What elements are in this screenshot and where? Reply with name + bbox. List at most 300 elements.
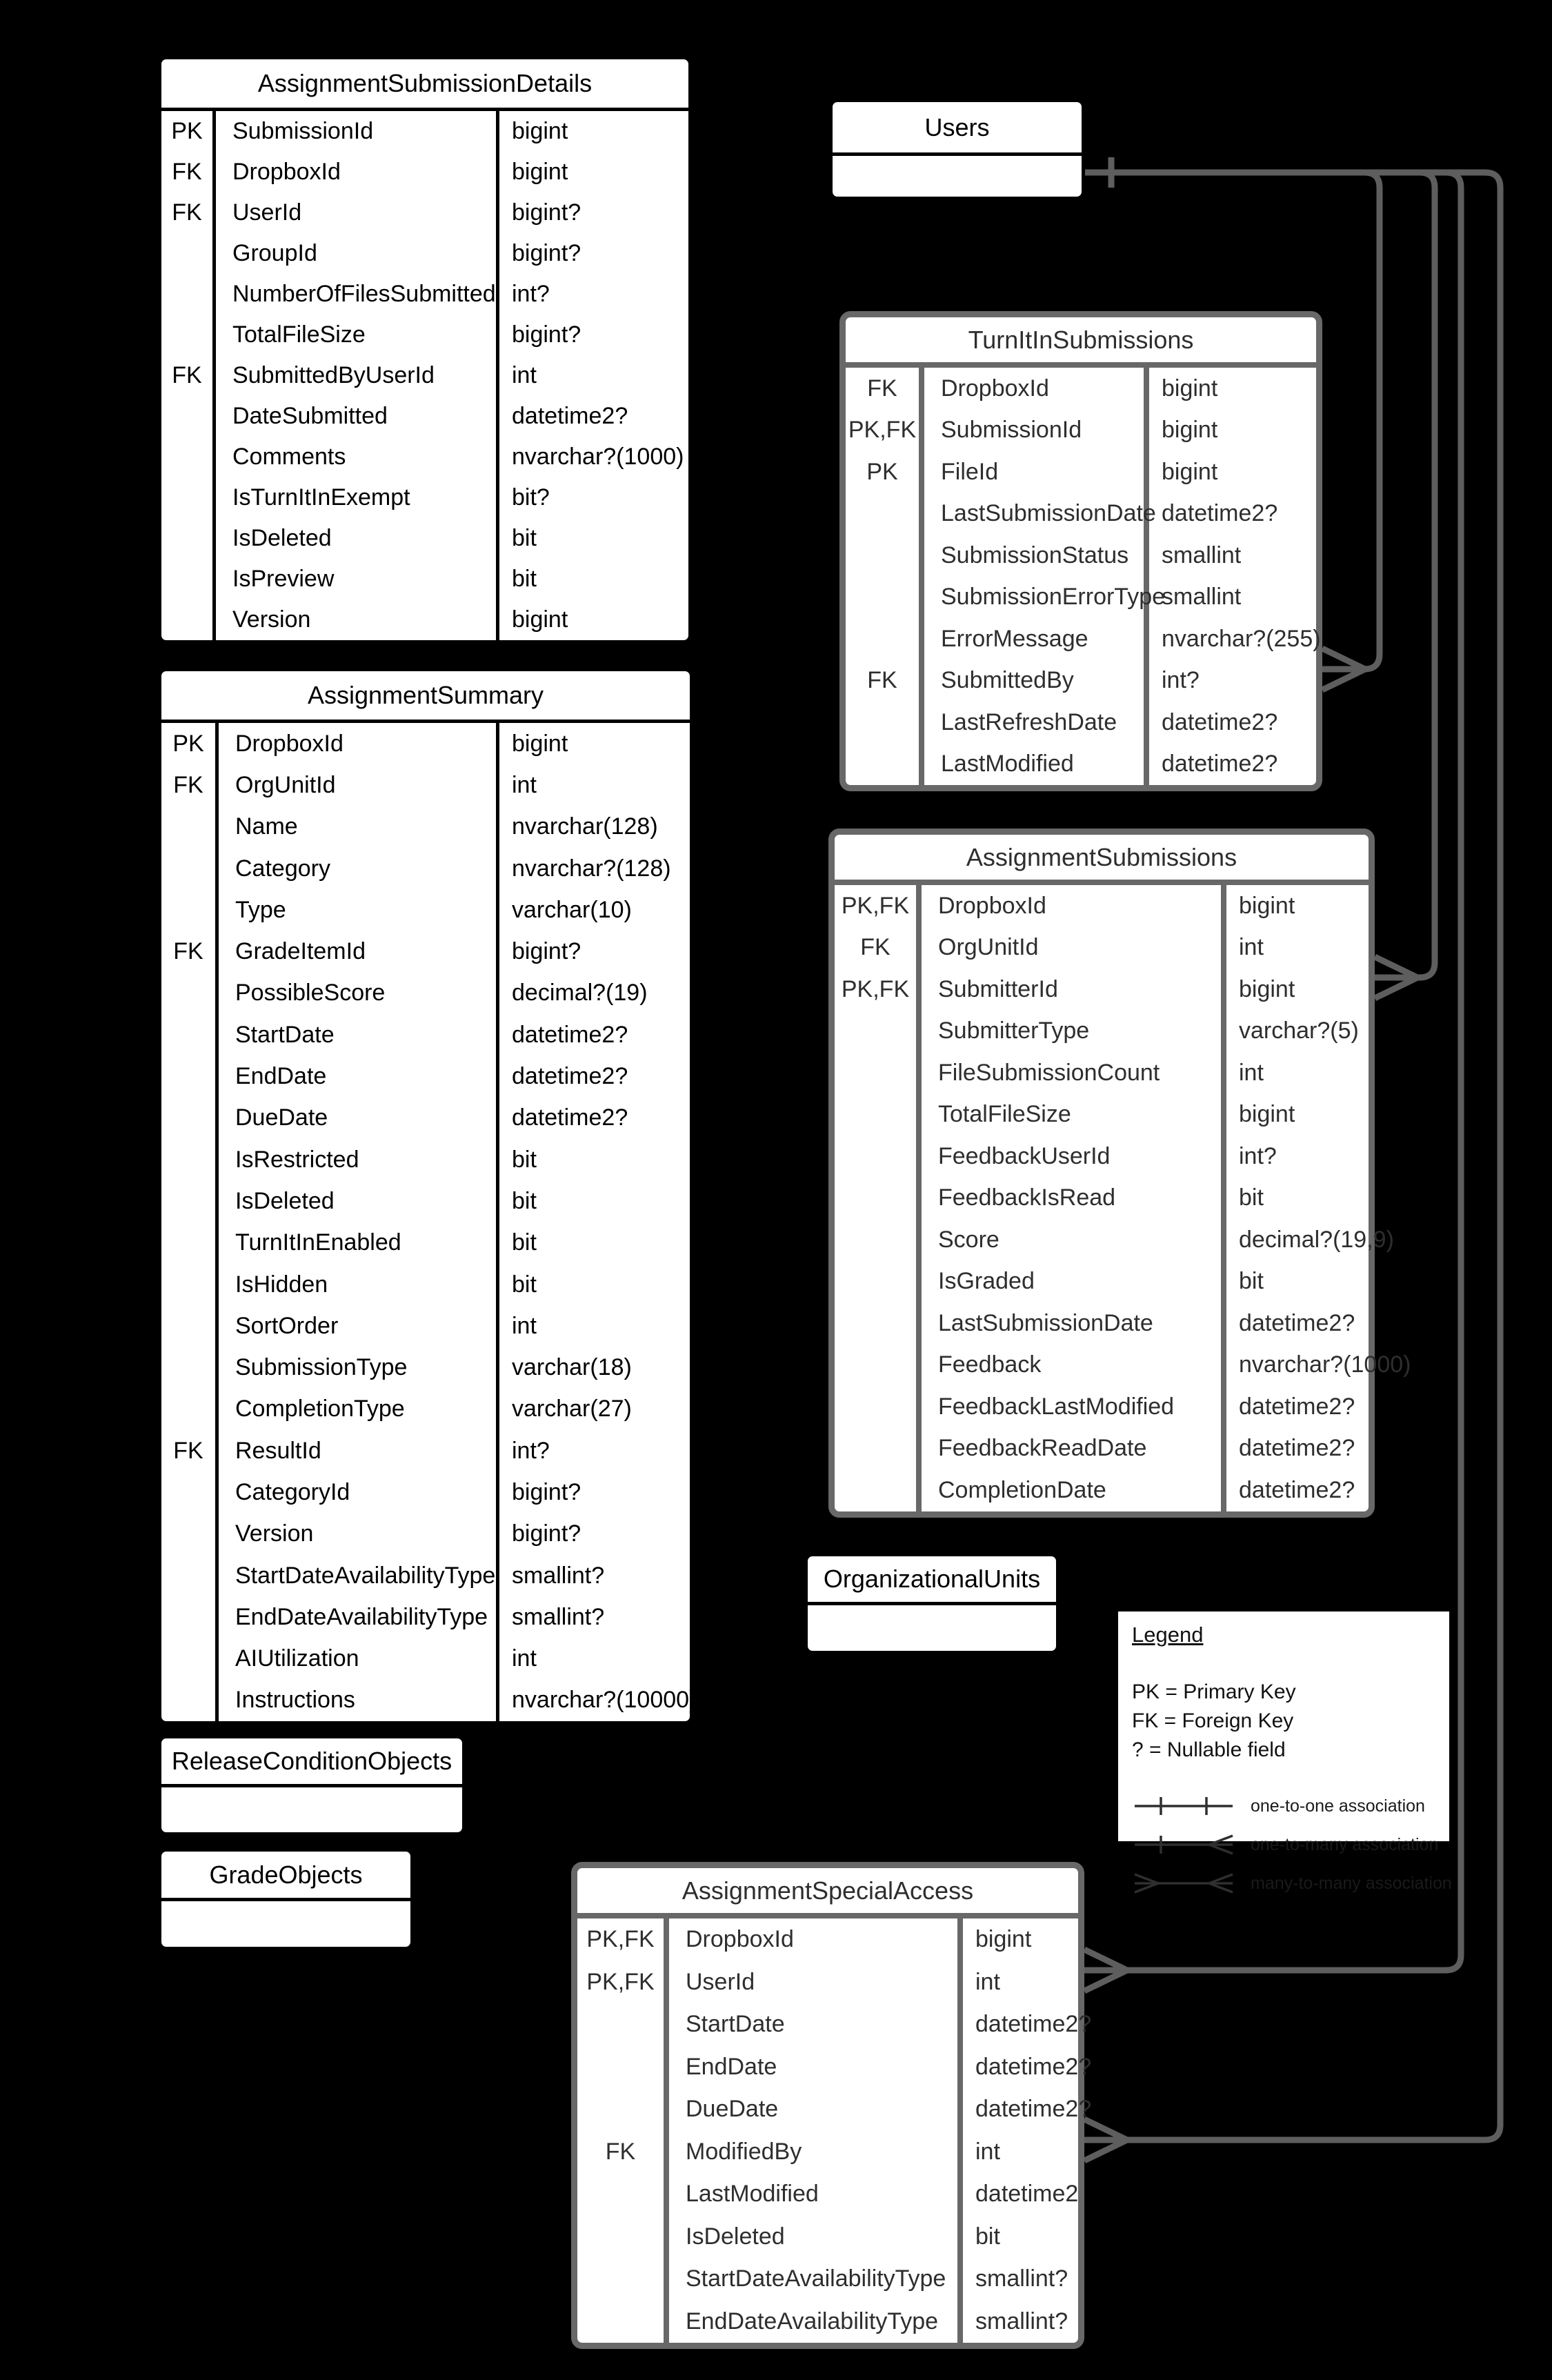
association-label: one-to-many association xyxy=(1251,1834,1439,1854)
field-name: Instructions xyxy=(219,1680,499,1721)
field-key xyxy=(161,1347,219,1388)
field-type: bigint xyxy=(1162,375,1218,401)
field-key xyxy=(161,1264,219,1305)
table-row xyxy=(161,1139,690,1180)
field-name: DueDate xyxy=(669,2088,963,2131)
field-type: bit xyxy=(512,1146,537,1173)
field-name: TotalFileSize xyxy=(216,315,499,355)
table-body xyxy=(161,723,697,1721)
field-type: datetime2? xyxy=(512,1104,628,1131)
table-row xyxy=(161,1471,690,1513)
table-row xyxy=(846,660,1316,702)
field-key xyxy=(835,1052,922,1094)
legend-nullable-line: ? = Nullable field xyxy=(1132,1738,1286,1761)
field-name: ErrorMessage xyxy=(924,618,1149,660)
field-key xyxy=(846,702,924,744)
table-row xyxy=(161,931,690,972)
table-title: TurnItInSubmissions xyxy=(846,317,1316,368)
table-row xyxy=(846,577,1316,619)
field-key xyxy=(835,1011,922,1053)
field-type: int xyxy=(512,362,537,388)
table-title: AssignmentSubmissionDetails xyxy=(161,59,688,111)
field-name: SubmitterId xyxy=(922,969,1226,1011)
field-name: StartDateAvailabilityType xyxy=(669,2258,963,2301)
field-key xyxy=(161,477,216,518)
field-key xyxy=(161,1471,219,1513)
table-row xyxy=(846,410,1316,452)
field-type: bigint xyxy=(1162,458,1218,485)
field-type: bigint? xyxy=(512,321,581,348)
field-name: FileId xyxy=(924,451,1149,493)
field-name: DropboxId xyxy=(922,885,1226,927)
field-type: bigint? xyxy=(512,240,581,266)
table-body xyxy=(161,111,688,640)
field-type: int xyxy=(512,771,537,798)
field-key xyxy=(161,889,219,931)
table-row xyxy=(835,927,1369,969)
one-to-one-symbol xyxy=(1132,1792,1235,1820)
field-key xyxy=(835,1219,922,1261)
field-name: UserId xyxy=(669,1961,963,2004)
field-key: FK xyxy=(161,192,216,233)
table-row xyxy=(846,744,1316,786)
field-name: GroupId xyxy=(216,233,499,274)
field-key xyxy=(577,2046,669,2089)
field-type: bit xyxy=(1239,1184,1264,1211)
field-type: bigint xyxy=(1239,1101,1295,1128)
field-name: IsDeleted xyxy=(669,2216,963,2259)
table-TurnItInSubmissions[interactable] xyxy=(839,311,1322,791)
field-type: varchar(10) xyxy=(512,896,632,923)
table-title: AssignmentSpecialAccess xyxy=(577,1868,1078,1918)
field-type: decimal?(19) xyxy=(512,980,648,1006)
table-row xyxy=(161,396,688,437)
field-key xyxy=(835,1136,922,1178)
table-row xyxy=(161,1305,690,1347)
field-name: IsDeleted xyxy=(216,518,499,559)
table-row xyxy=(577,2003,1092,2046)
legend-one-to-many-row xyxy=(1132,1828,1439,1861)
legend-association-rows xyxy=(1132,1789,1452,1900)
field-key xyxy=(577,2003,669,2046)
field-type: smallint xyxy=(1162,542,1242,568)
table-row xyxy=(161,1430,690,1471)
field-type: bigint xyxy=(512,159,568,185)
table-row xyxy=(835,1052,1369,1094)
legend-pk-line: PK = Primary Key xyxy=(1132,1680,1296,1703)
table-row xyxy=(577,1961,1078,2004)
field-name: GradeItemId xyxy=(219,931,499,972)
field-name: EndDate xyxy=(669,2046,963,2089)
field-key xyxy=(835,1428,922,1470)
field-key xyxy=(161,1139,219,1180)
table-row xyxy=(161,973,690,1014)
field-name: Version xyxy=(219,1514,499,1555)
field-key: PK xyxy=(846,451,924,493)
legend-abbreviations xyxy=(1132,1678,1435,1765)
field-name: LastModified xyxy=(924,744,1149,786)
table-row xyxy=(161,723,690,764)
field-name: Type xyxy=(219,889,499,931)
field-name: Version xyxy=(216,599,499,640)
table-row xyxy=(161,1347,690,1388)
field-key xyxy=(161,1514,219,1555)
field-key xyxy=(161,1222,219,1264)
table-row xyxy=(161,806,690,848)
field-key xyxy=(161,848,219,889)
table-row xyxy=(577,2258,1078,2301)
field-name: CategoryId xyxy=(219,1471,499,1513)
table-row xyxy=(835,1261,1369,1303)
field-type: bit xyxy=(512,1229,537,1256)
field-name: EndDateAvailabilityType xyxy=(669,2301,963,2343)
table-row xyxy=(161,1180,690,1222)
field-name: SubmitterType xyxy=(922,1011,1226,1053)
table-GradeObjects[interactable] xyxy=(158,1848,414,1950)
table-row xyxy=(846,535,1316,577)
field-key: PK,FK xyxy=(846,410,924,452)
table-row xyxy=(161,274,688,315)
field-type: datetime2? xyxy=(1239,1309,1355,1336)
table-title: OrganizationalUnits xyxy=(808,1556,1056,1605)
field-key xyxy=(161,315,216,355)
field-type: int xyxy=(1239,1059,1264,1086)
field-name: DropboxId xyxy=(219,723,499,764)
field-key xyxy=(161,233,216,274)
field-key: FK xyxy=(846,660,924,702)
field-name: SortOrder xyxy=(219,1305,499,1347)
table-row xyxy=(835,1386,1369,1428)
field-key xyxy=(577,2173,669,2216)
field-key xyxy=(846,577,924,619)
table-title: AssignmentSummary xyxy=(161,671,690,723)
field-type: datetime2? xyxy=(975,2053,1092,2080)
field-type: smallint xyxy=(1162,584,1242,611)
field-key xyxy=(846,618,924,660)
table-row xyxy=(161,1055,690,1097)
association-label: many-to-many association xyxy=(1251,1873,1452,1893)
many-to-many-symbol xyxy=(1132,1870,1235,1897)
field-key: FK xyxy=(161,152,216,192)
field-type: bit xyxy=(512,1187,537,1214)
table-body xyxy=(833,156,1082,197)
field-key xyxy=(161,1680,219,1721)
field-type: datetime2? xyxy=(512,403,628,429)
field-type: nvarchar?(10000) xyxy=(512,1687,697,1714)
field-key xyxy=(835,1469,922,1511)
field-type: datetime2? xyxy=(1162,500,1278,527)
one-to-many-symbol xyxy=(1132,1831,1235,1858)
field-name: StartDateAvailabilityType xyxy=(219,1555,499,1596)
field-type: varchar(27) xyxy=(512,1396,632,1422)
table-row xyxy=(846,493,1316,535)
table-row xyxy=(161,355,688,396)
field-name: DropboxId xyxy=(924,368,1149,410)
field-key xyxy=(161,599,216,640)
field-type: int? xyxy=(512,1437,550,1464)
table-row xyxy=(161,559,688,599)
table-row xyxy=(835,1178,1369,1220)
field-type: int xyxy=(975,2138,1000,2165)
field-key: PK,FK xyxy=(577,1918,669,1961)
field-type: datetime2? xyxy=(1239,1393,1355,1420)
field-type: datetime2? xyxy=(1162,751,1278,777)
field-key: PK,FK xyxy=(835,969,922,1011)
field-key xyxy=(161,1180,219,1222)
field-key xyxy=(161,1389,219,1430)
field-type: int? xyxy=(1239,1142,1277,1169)
field-type: bit xyxy=(512,566,537,592)
table-row xyxy=(577,2088,1092,2131)
field-name: IsRestricted xyxy=(219,1139,499,1180)
field-name: IsDeleted xyxy=(219,1180,499,1222)
field-name: TurnItInEnabled xyxy=(219,1222,499,1264)
field-name: FeedbackIsRead xyxy=(922,1178,1226,1220)
table-AssignmentSpecialAccess[interactable] xyxy=(571,1862,1092,2349)
field-key xyxy=(846,744,924,786)
field-name: Score xyxy=(922,1219,1226,1261)
field-type: bigint xyxy=(1239,892,1295,919)
table-row xyxy=(577,2301,1078,2343)
field-name: SubmittedBy xyxy=(924,660,1149,702)
field-type: datetime2? xyxy=(1239,1476,1355,1503)
field-type: bigint? xyxy=(512,1478,581,1505)
field-type: datetime2? xyxy=(1239,1435,1355,1462)
field-name: DropboxId xyxy=(216,152,499,192)
field-key xyxy=(161,559,216,599)
table-row xyxy=(161,1596,690,1638)
field-key: FK xyxy=(161,764,219,806)
field-type: bigint xyxy=(1239,975,1295,1002)
field-key xyxy=(846,535,924,577)
field-name: SubmissionErrorType xyxy=(924,577,1149,619)
field-type: int? xyxy=(1162,667,1200,694)
table-row xyxy=(161,437,688,477)
table-row xyxy=(835,885,1369,927)
table-row xyxy=(161,1514,690,1555)
field-name: Category xyxy=(219,848,499,889)
field-name: PossibleScore xyxy=(219,973,499,1014)
field-key xyxy=(161,1014,219,1055)
field-name: EndDateAvailabilityType xyxy=(219,1596,499,1638)
table-row xyxy=(835,1136,1369,1178)
field-type: bit xyxy=(512,525,537,551)
field-type: varchar?(5) xyxy=(1239,1018,1359,1044)
table-title: GradeObjects xyxy=(161,1852,410,1901)
field-type: bit xyxy=(512,1271,537,1298)
field-key xyxy=(835,1345,922,1387)
field-type: decimal?(19,9) xyxy=(1239,1226,1394,1253)
table-row xyxy=(161,1389,690,1430)
field-type: bigint xyxy=(512,118,568,144)
field-key: FK xyxy=(161,1430,219,1471)
field-name: FeedbackUserId xyxy=(922,1136,1226,1178)
table-row xyxy=(846,368,1316,410)
field-type: nvarchar?(1000) xyxy=(512,444,684,470)
field-key xyxy=(161,437,216,477)
field-name: NumberOfFilesSubmitted xyxy=(216,274,499,315)
table-body xyxy=(808,1605,1056,1651)
table-row xyxy=(835,1345,1411,1387)
field-type: bigint xyxy=(512,606,568,633)
table-OrganizationalUnits[interactable] xyxy=(804,1553,1059,1654)
field-name: Name xyxy=(219,806,499,848)
table-row xyxy=(161,1222,690,1264)
field-key xyxy=(835,1094,922,1136)
field-type: datetime2? xyxy=(975,2096,1092,2123)
field-key: PK xyxy=(161,111,216,152)
field-type: smallint? xyxy=(975,2265,1068,2292)
field-name: StartDate xyxy=(219,1014,499,1055)
table-body xyxy=(161,1901,410,1947)
table-row xyxy=(161,1555,690,1596)
field-key xyxy=(161,1596,219,1638)
table-row xyxy=(835,1469,1369,1511)
field-name: FeedbackLastModified xyxy=(922,1386,1226,1428)
table-title: AssignmentSubmissions xyxy=(835,835,1369,885)
field-key xyxy=(835,1302,922,1345)
field-key xyxy=(835,1178,922,1220)
table-row xyxy=(835,1011,1369,1053)
field-type: bit? xyxy=(512,484,550,510)
table-row xyxy=(835,1094,1369,1136)
field-key xyxy=(577,2216,669,2259)
table-row xyxy=(161,1098,690,1139)
field-name: StartDate xyxy=(669,2003,963,2046)
table-body xyxy=(846,368,1321,785)
table-row xyxy=(161,764,690,806)
field-type: bigint? xyxy=(512,1520,581,1547)
table-body xyxy=(577,1918,1092,2343)
field-key xyxy=(161,518,216,559)
table-row xyxy=(577,1918,1078,1961)
table-row xyxy=(161,1264,690,1305)
table-row xyxy=(161,1680,697,1721)
field-type: int? xyxy=(512,281,550,307)
table-row xyxy=(577,2046,1092,2089)
field-key xyxy=(161,1305,219,1347)
field-type: smallint? xyxy=(975,2308,1068,2334)
field-key xyxy=(161,973,219,1014)
field-name: DateSubmitted xyxy=(216,396,499,437)
table-row xyxy=(577,2131,1078,2174)
field-name: IsGraded xyxy=(922,1261,1226,1303)
table-row xyxy=(161,315,688,355)
field-type: bit xyxy=(1239,1268,1264,1295)
field-key xyxy=(161,1098,219,1139)
field-key: FK xyxy=(161,355,216,396)
field-key: FK xyxy=(835,927,922,969)
field-type: datetime2 xyxy=(975,2181,1079,2208)
field-type: bigint? xyxy=(512,938,581,965)
field-name: DropboxId xyxy=(669,1918,963,1961)
field-name: ResultId xyxy=(219,1430,499,1471)
field-key xyxy=(161,396,216,437)
table-body xyxy=(161,1787,462,1832)
field-type: datetime2? xyxy=(1162,708,1278,735)
field-name: IsTurnItInExempt xyxy=(216,477,499,518)
association-label: one-to-one association xyxy=(1251,1796,1425,1816)
field-key xyxy=(846,493,924,535)
field-type: bit xyxy=(975,2223,1000,2250)
table-row xyxy=(577,2173,1078,2216)
field-type: varchar(18) xyxy=(512,1354,632,1381)
field-name: SubmissionId xyxy=(216,111,499,152)
field-name: LastModified xyxy=(669,2173,963,2216)
field-name: IsHidden xyxy=(219,1264,499,1305)
field-key: FK xyxy=(846,368,924,410)
table-row xyxy=(161,848,690,889)
field-name: DueDate xyxy=(219,1098,499,1139)
table-row xyxy=(161,233,688,274)
field-type: bigint? xyxy=(512,199,581,226)
field-name: FeedbackReadDate xyxy=(922,1428,1226,1470)
field-name: Comments xyxy=(216,437,499,477)
field-name: CompletionType xyxy=(219,1389,499,1430)
table-AssignmentSubmissionDetails[interactable] xyxy=(158,56,692,644)
table-AssignmentSubmissions[interactable] xyxy=(828,829,1411,1518)
legend-box xyxy=(1118,1612,1452,1893)
table-row xyxy=(835,1302,1369,1345)
field-type: bigint xyxy=(975,1926,1032,1953)
table-row xyxy=(846,451,1316,493)
field-name: SubmissionType xyxy=(219,1347,499,1388)
field-name: Feedback xyxy=(922,1345,1226,1387)
table-Users[interactable] xyxy=(829,99,1085,200)
table-row xyxy=(161,1638,690,1680)
field-key: FK xyxy=(161,931,219,972)
field-name: LastRefreshDate xyxy=(924,702,1149,744)
field-type: smallint? xyxy=(512,1562,605,1589)
field-type: int xyxy=(512,1312,537,1339)
table-row xyxy=(577,2216,1078,2259)
field-name: IsPreview xyxy=(216,559,499,599)
table-ReleaseConditionObjects[interactable] xyxy=(158,1735,466,1836)
table-title: Users xyxy=(833,102,1082,156)
legend-title: Legend xyxy=(1132,1623,1204,1647)
field-key xyxy=(161,1055,219,1097)
field-type: datetime2? xyxy=(512,1021,628,1048)
field-key xyxy=(835,1261,922,1303)
field-key xyxy=(161,274,216,315)
table-row xyxy=(161,192,688,233)
table-row xyxy=(161,111,688,152)
field-name: OrgUnitId xyxy=(922,927,1226,969)
field-type: int xyxy=(512,1645,537,1672)
table-row xyxy=(161,477,688,518)
field-name: SubmittedByUserId xyxy=(216,355,499,396)
field-key: PK,FK xyxy=(577,1961,669,2004)
table-row xyxy=(161,889,690,931)
field-name: OrgUnitId xyxy=(219,764,499,806)
table-row xyxy=(161,152,688,192)
field-key xyxy=(161,1555,219,1596)
table-row xyxy=(161,1014,690,1055)
field-type: int xyxy=(1239,934,1264,961)
field-name: ModifiedBy xyxy=(669,2131,963,2174)
legend-fk-line: FK = Foreign Key xyxy=(1132,1709,1294,1732)
field-type: datetime2? xyxy=(512,1063,628,1090)
field-name: LastSubmissionDate xyxy=(924,493,1149,535)
field-type: nvarchar?(255) xyxy=(1162,625,1321,652)
table-row xyxy=(835,969,1369,1011)
field-key: FK xyxy=(577,2131,669,2174)
table-AssignmentSummary[interactable] xyxy=(158,668,697,1725)
field-key xyxy=(161,806,219,848)
table-body xyxy=(835,885,1411,1511)
field-type: bigint xyxy=(512,730,568,757)
field-name: UserId xyxy=(216,192,499,233)
